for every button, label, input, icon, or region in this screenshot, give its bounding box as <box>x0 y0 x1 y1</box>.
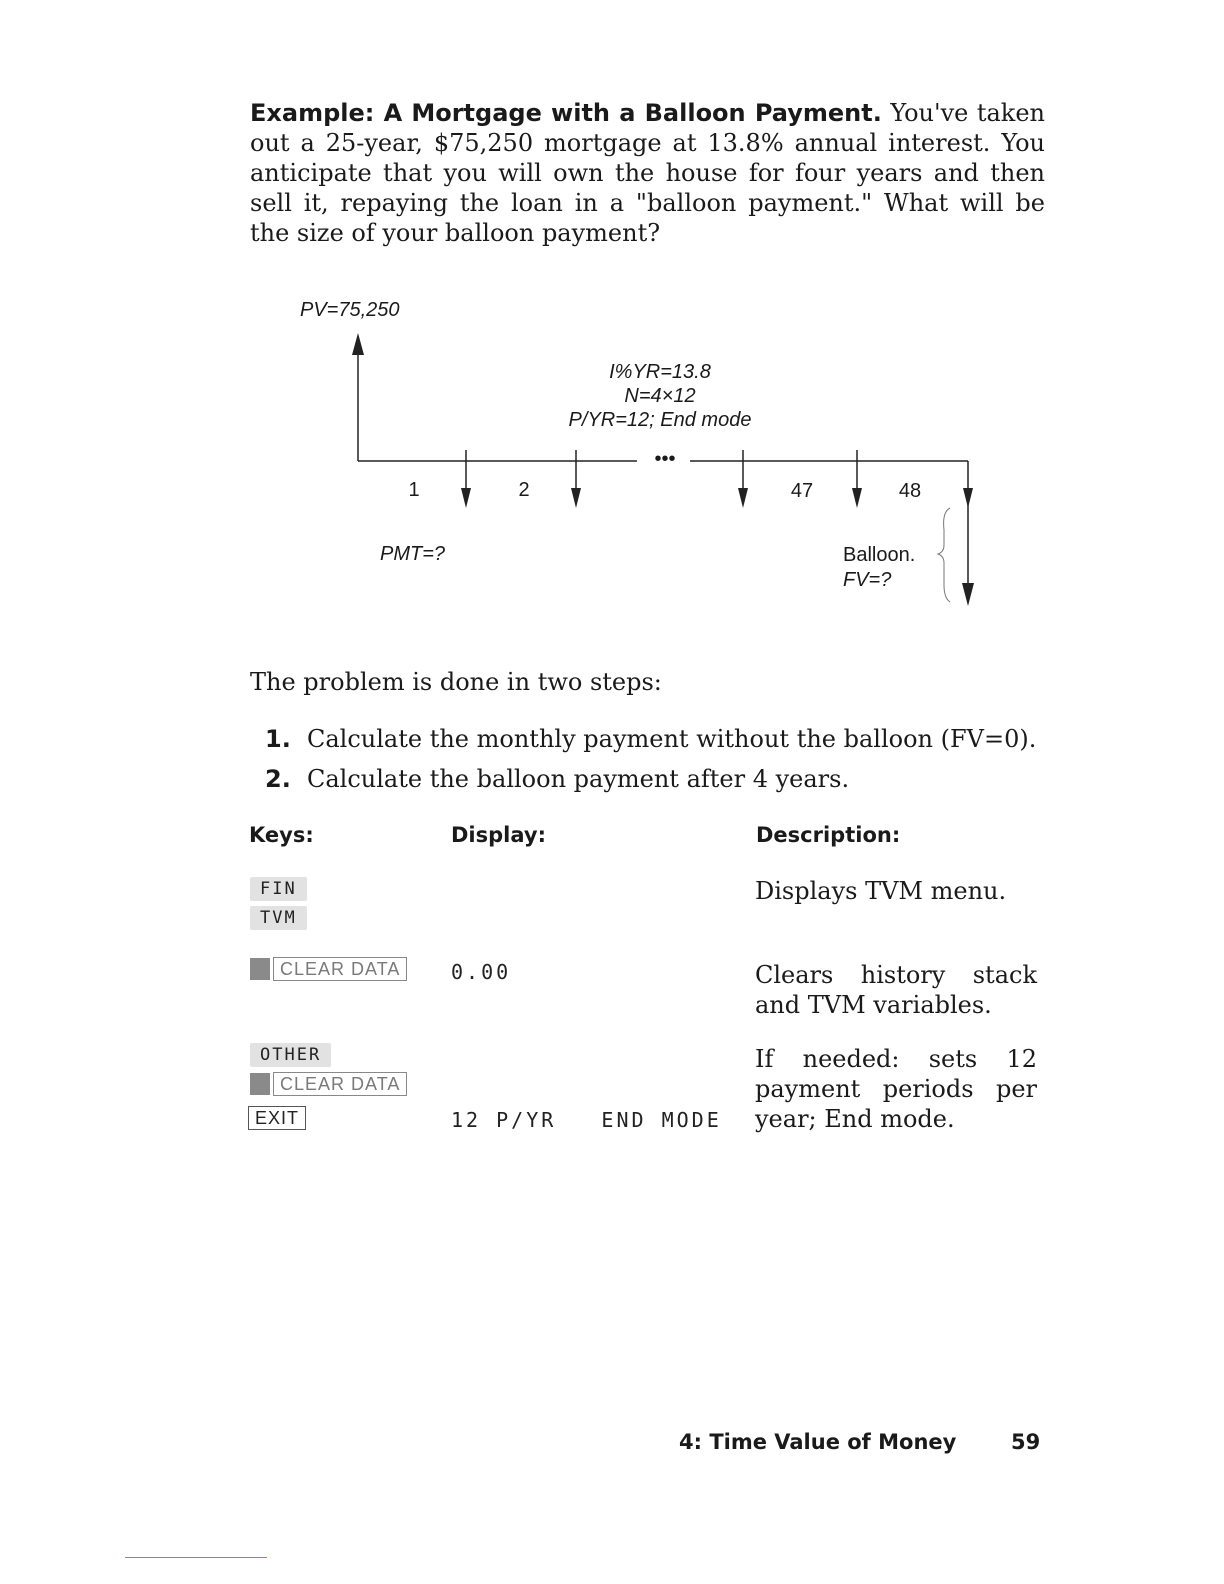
tvm-softkey: TVM <box>250 908 307 928</box>
pmt-label: PMT=? <box>380 543 446 565</box>
other-softkey: OTHER <box>250 1045 331 1065</box>
step-number: 2. <box>265 765 291 793</box>
step-number: 1. <box>265 725 291 753</box>
pmt-arrow-48-head <box>852 488 862 508</box>
balloon-label: Balloon. <box>843 544 916 566</box>
footer-chapter: 4: Time Value of Money <box>679 1430 957 1454</box>
period-2-label: 2 <box>518 479 530 501</box>
step-item <box>265 765 849 793</box>
clear-data-key-2: CLEAR DATA <box>250 1072 407 1096</box>
pmt-arrow-2-head <box>571 488 581 508</box>
example-heading: Example: A Mortgage with a Balloon Payment. <box>250 99 882 127</box>
period-47-label: 47 <box>790 480 814 502</box>
fin-softkey: FIN <box>250 879 307 899</box>
row1-description: Displays TVM menu. <box>755 877 1007 905</box>
n-label: N=4×12 <box>624 385 696 407</box>
keys-header: Keys: <box>249 823 314 847</box>
intro-text: You've taken out a 25-year, $75,250 mortgage at 13.8% annual interest. You anticipate that you will own the house for four years and then sell it, repaying the loan in a "balloon payment." What will be the size of your balloon payment? <box>250 99 1045 247</box>
period-1-label: 1 <box>408 479 420 501</box>
pmt-arrow-1-head <box>461 488 471 508</box>
fv-label: FV=? <box>843 569 892 591</box>
pv-arrow-head <box>352 333 364 355</box>
iyr-label: I%YR=13.8 <box>609 361 711 383</box>
steps-intro: The problem is done in two steps: <box>250 668 662 696</box>
pyr-label: P/YR=12; End mode <box>568 409 752 431</box>
ellipsis: ••• <box>654 448 676 470</box>
balloon-arrow-head-upper <box>963 488 973 508</box>
row3-display: 12 P/YR END MODE <box>451 1108 722 1132</box>
exit-key: EXIT <box>248 1106 306 1130</box>
clear-data-key: CLEAR DATA <box>250 957 407 981</box>
step-text: Calculate the monthly payment without the balloon (FV=0). <box>307 725 1037 753</box>
row2-description: Clears history stack and TVM variables. <box>755 961 1037 1019</box>
shift-key-icon <box>250 1073 270 1095</box>
pmt-arrow-47-head <box>738 488 748 508</box>
page-number: 59 <box>1011 1430 1041 1454</box>
shift-key-icon <box>250 958 270 980</box>
step-text: Calculate the balloon payment after 4 years. <box>307 765 850 793</box>
balloon-arrow-head-lower <box>962 583 974 606</box>
period-48-label: 48 <box>898 480 922 502</box>
display-header: Display: <box>451 823 546 847</box>
pv-label: PV=75,250 <box>300 299 400 321</box>
cash-flow-diagram <box>0 0 1224 640</box>
step-item <box>265 725 1036 753</box>
row3-description: If needed: sets 12 payment periods per year; End mode. <box>755 1045 1037 1133</box>
row2-display: 0.00 <box>451 960 512 984</box>
description-header: Description: <box>756 823 901 847</box>
footer-rule <box>125 1557 267 1558</box>
balloon-brace <box>938 508 950 602</box>
